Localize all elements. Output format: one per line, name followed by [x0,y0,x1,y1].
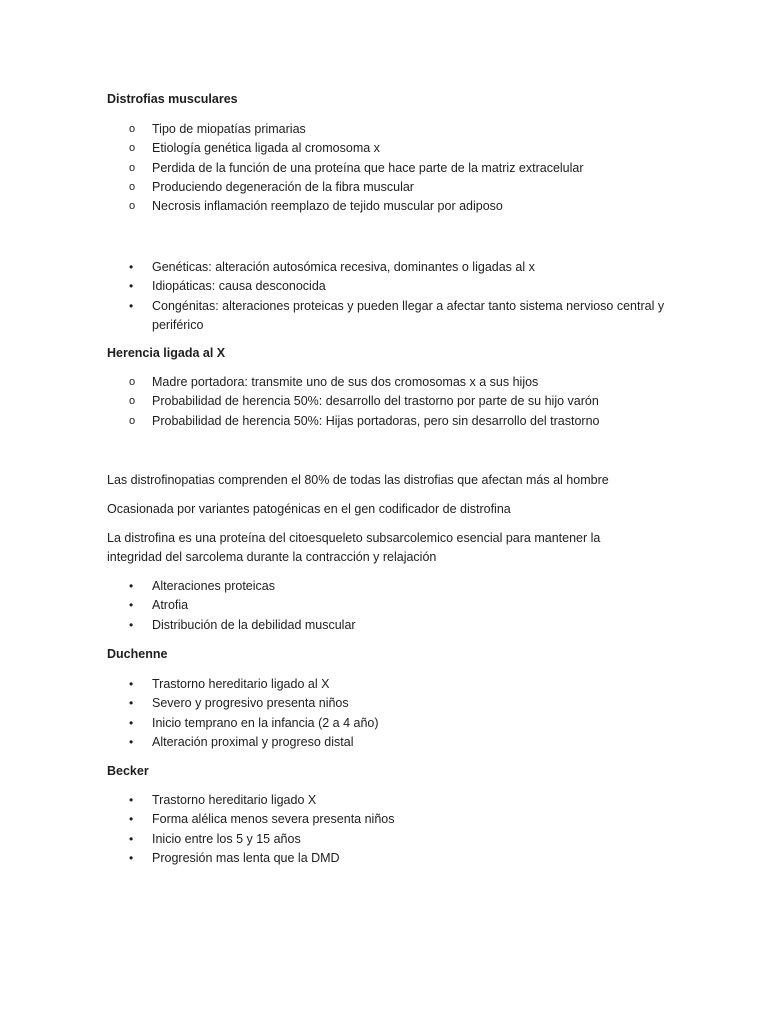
list-item [0,810,768,829]
list-item [0,392,768,411]
circle-bullet-icon: o [129,414,136,427]
bullet-icon: • [129,617,134,632]
list-item [0,830,768,849]
list-item-text: Inicio temprano en la infancia (2 a 4 año) [152,715,379,730]
list-item-text: Produciendo degeneración de la fibra muscular [152,179,414,194]
list-item-text: Necrosis inflamación reemplazo de tejido muscular por adiposo [152,199,503,214]
bullet-icon: • [129,793,134,807]
list-item [0,277,768,296]
bullet-icon: • [129,696,134,711]
list-item-text: Idiopáticas: causa desconocida [152,279,326,294]
list-item-text: Probabilidad de herencia 50%: Hijas portadoras, pero sin desarrollo del trastorno [152,413,600,428]
circle-bullet-icon: o [129,395,136,408]
list-item-text: Inicio entre los 5 y 15 años [152,831,301,846]
heading-herencia: Herencia ligada al X [107,346,226,360]
list-item [0,714,768,733]
paragraph: Ocasionada por variantes patogénicas en el gen codificador de distrofina [107,502,511,516]
list-alteraciones [0,577,768,635]
circle-bullet-icon: o [129,200,136,213]
list-duchenne [0,675,768,752]
heading-duchenne: Duchenne [107,647,168,661]
list-item [0,733,768,752]
list-item [0,197,768,216]
bullet-icon: • [129,715,134,730]
list-item [0,297,768,336]
list-item [0,178,768,197]
circle-bullet-icon: o [129,161,136,174]
list-becker [0,791,768,868]
list-tipos [0,258,768,335]
list-item [0,791,768,810]
bullet-icon: • [129,260,134,274]
paragraph: Las distrofinopatias comprenden el 80% de todas las distrofias que afectan más al hombre [107,473,609,487]
bullet-icon: • [129,598,134,613]
bullet-icon: • [129,677,134,691]
list-item [0,675,768,694]
list-item [0,849,768,868]
list-item-text: Alteraciones proteicas [152,579,275,593]
bullet-icon: • [129,298,134,313]
list-item-text: Distribución de la debilidad muscular [152,617,356,632]
list-item-text: Progresión mas lenta que la DMD [152,850,340,865]
bullet-icon: • [129,279,134,294]
list-herencia [0,373,768,431]
list-miopatias [0,120,768,216]
list-item-text: Genéticas: alteración autosómica recesiva, dominantes o ligadas al x [152,260,535,274]
circle-bullet-icon: o [129,180,136,193]
list-item [0,139,768,158]
list-item-text: Etiología genética ligada al cromosoma x [152,141,380,156]
list-item [0,373,768,392]
circle-bullet-icon: o [129,142,136,155]
list-item-text: Trastorno hereditario ligado X [152,793,317,807]
list-item-text: Severo y progresivo presenta niños [152,696,349,711]
list-item-text: Congénitas: alteraciones proteicas y pueden llegar a afectar tanto sistema nervioso central y periférico [152,298,665,332]
document-title: Distrofias musculares [107,92,238,106]
list-item [0,596,768,615]
bullet-icon: • [129,734,134,749]
list-item-text: Perdida de la función de una proteína que hace parte de la matriz extracelular [152,160,584,175]
list-item-text: Atrofia [152,598,189,613]
list-item [0,616,768,635]
paragraph: La distrofina es una proteína del citoesqueleto subsarcolemico esencial para mantener la integridad del sarcolema durante la contracción y relajación [107,531,601,564]
bullet-icon: • [129,579,134,593]
list-item [0,577,768,596]
bullet-icon: • [129,812,134,827]
bullet-icon: • [129,831,134,846]
circle-bullet-icon: o [129,376,136,388]
circle-bullet-icon: o [129,123,136,135]
list-item-text: Alteración proximal y progreso distal [152,734,354,749]
list-item-text: Madre portadora: transmite uno de sus dos cromosomas x a sus hijos [152,375,539,389]
list-item-text: Trastorno hereditario ligado al X [152,677,330,691]
list-item [0,120,768,139]
bullet-icon: • [129,850,134,865]
list-item [0,258,768,277]
list-item [0,412,768,431]
list-item-text: Tipo de miopatías primarias [152,122,306,136]
heading-becker: Becker [107,764,149,778]
list-item-text: Probabilidad de herencia 50%: desarrollo del trastorno por parte de su hijo varón [152,394,599,409]
list-item [0,694,768,713]
list-item-text: Forma alélica menos severa presenta niños [152,812,395,827]
list-item [0,159,768,178]
